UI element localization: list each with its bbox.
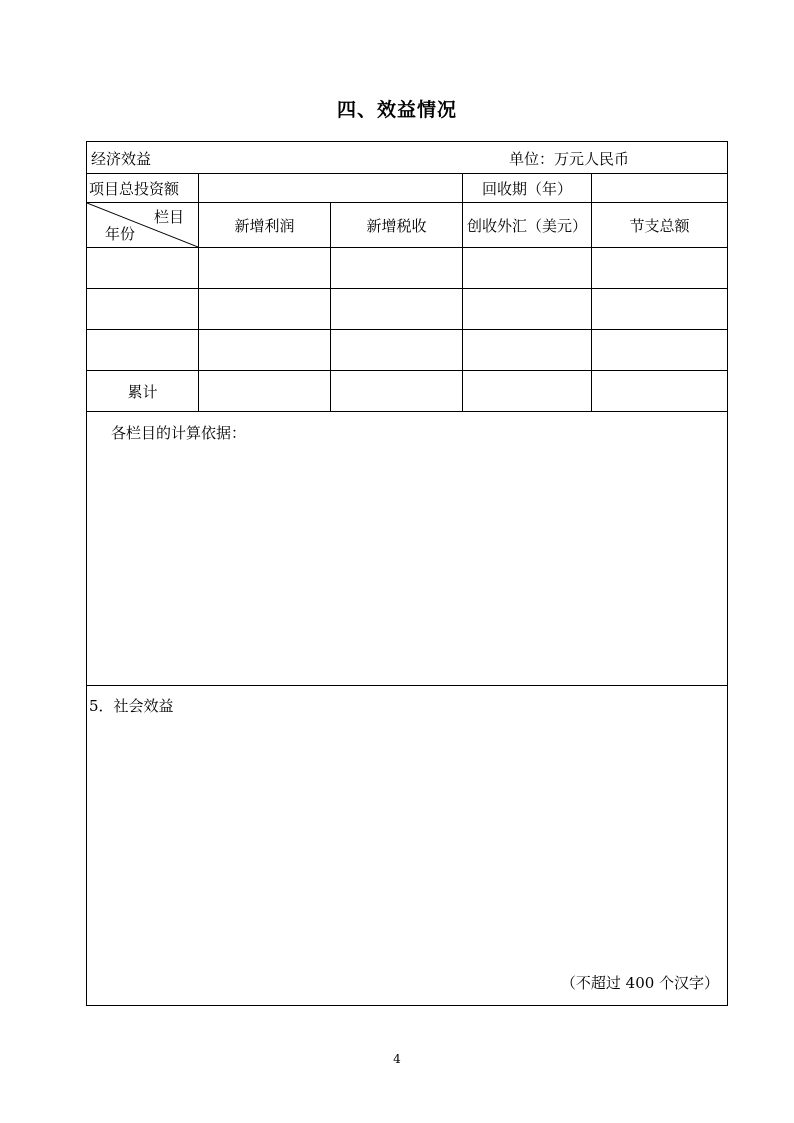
data-cell[interactable]	[592, 371, 728, 412]
year-cell[interactable]	[87, 248, 199, 289]
cumulative-row	[87, 371, 728, 412]
page-number: 4	[393, 1052, 401, 1066]
payback-period-label: 回收期（年）	[463, 174, 592, 203]
table-row	[87, 289, 728, 330]
table-row	[87, 248, 728, 289]
data-cell[interactable]	[592, 330, 728, 371]
unit-label: 单位：万元人民币	[509, 150, 630, 168]
data-cell[interactable]	[331, 248, 463, 289]
data-cell[interactable]	[463, 330, 592, 371]
year-cell[interactable]	[87, 289, 199, 330]
economic-benefit-row	[87, 142, 728, 174]
data-cell[interactable]	[199, 330, 331, 371]
data-cell[interactable]	[463, 248, 592, 289]
col-header-new-profit: 新增利润	[199, 203, 331, 248]
social-benefit-field[interactable]	[87, 686, 728, 1006]
data-cell[interactable]	[331, 371, 463, 412]
diagonal-header-cell	[87, 203, 199, 248]
social-benefit-row	[87, 686, 728, 1006]
data-cell[interactable]	[592, 248, 728, 289]
investment-row	[87, 174, 728, 203]
col-header-forex: 创收外汇（美元）	[463, 203, 592, 248]
diag-year-label: 年份	[105, 225, 136, 243]
data-cell[interactable]	[199, 371, 331, 412]
data-cell[interactable]	[331, 330, 463, 371]
data-cell[interactable]	[199, 248, 331, 289]
year-cell[interactable]	[87, 330, 199, 371]
total-investment-field[interactable]	[199, 174, 463, 203]
calc-basis-row	[87, 412, 728, 686]
data-cell[interactable]	[592, 289, 728, 330]
social-benefit-label: 5．社会效益	[89, 697, 174, 715]
data-cell[interactable]	[463, 289, 592, 330]
cumulative-label: 累计	[87, 371, 199, 412]
payback-period-field[interactable]	[592, 174, 728, 203]
col-header-new-tax: 新增税收	[331, 203, 463, 248]
data-cell[interactable]	[199, 289, 331, 330]
diag-column-label: 栏目	[153, 208, 184, 226]
total-investment-label: 项目总投资额	[87, 174, 199, 203]
benefit-table	[86, 141, 728, 1006]
economic-benefit-label: 经济效益	[91, 150, 152, 168]
calc-basis-label: 各栏目的计算依据：	[111, 424, 247, 442]
table-row	[87, 330, 728, 371]
column-header-row	[87, 203, 728, 248]
col-header-savings: 节支总额	[592, 203, 728, 248]
page-title: 四、效益情况	[336, 99, 457, 121]
calc-basis-field[interactable]	[87, 412, 728, 686]
data-cell[interactable]	[331, 289, 463, 330]
word-limit-note: （不超过 400 个汉字）	[560, 974, 720, 992]
economic-benefit-cell	[87, 142, 728, 174]
data-cell[interactable]	[463, 371, 592, 412]
